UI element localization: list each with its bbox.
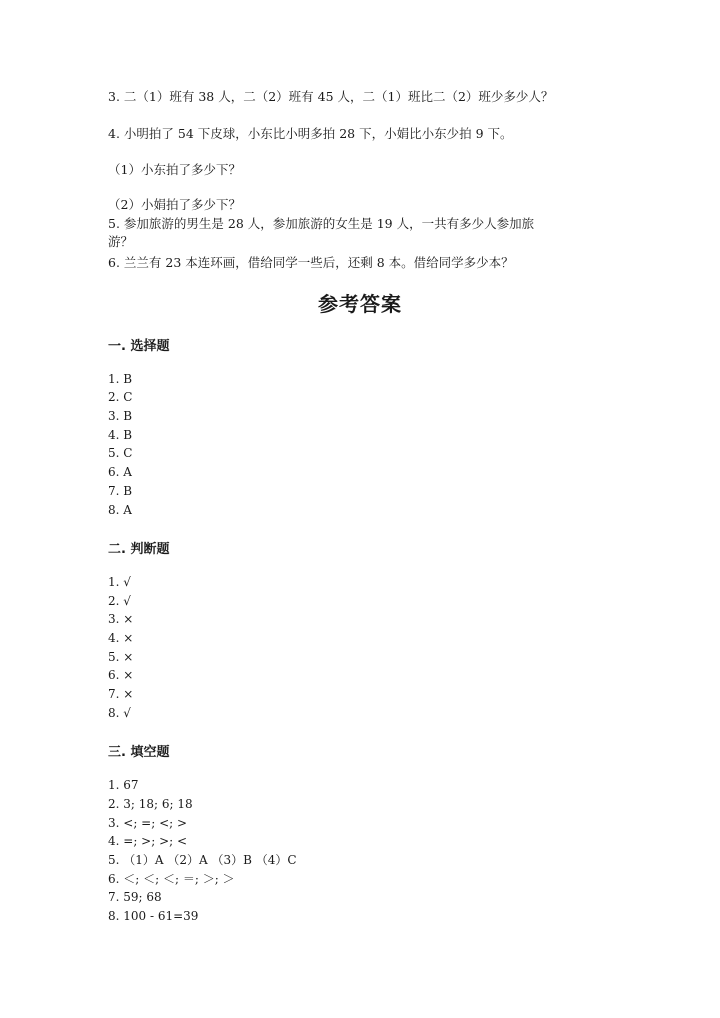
fill-answer: 1. 67 [108,778,139,792]
choice-answer: 7. B [108,484,133,498]
question-3: 3. 二（1）班有 38 人，二（2）班有 45 人，二（1）班比二（2）班少多少人？ [108,89,554,104]
fill-answer: 2. 3; 18; 6; 18 [108,797,193,811]
choice-answer: 4. B [108,428,133,442]
fill-answer: 7. 59; 68 [108,890,162,904]
section-title-fill: 三. 填空题 [108,745,170,760]
judge-answer: 4. × [108,631,134,645]
choice-answer: 5. C [108,446,133,460]
fill-answer: 6. ＜; ＜; ＜; ＝; ＞; ＞ [108,872,235,886]
fill-answer: 8. 100 - 61=39 [108,909,199,923]
judge-answer: 6. × [108,668,134,682]
judge-answer: 7. × [108,687,134,701]
question-6: 6. 兰兰有 23 本连环画，借给同学一些后，还剩 8 本。借给同学多少本？ [108,255,514,270]
choice-answer: 2. C [108,390,133,404]
question-4-part-1: （1）小东拍了多少下？ [108,162,241,177]
choice-answer: 3. B [108,409,133,423]
judge-answer: 8. √ [108,706,131,720]
fill-answer: 4. =; >; >; < [108,834,188,848]
choice-answer: 1. B [108,372,133,386]
section-title-judge: 二. 判断题 [108,542,170,557]
section-title-choice: 一. 选择题 [108,339,170,354]
choice-answer: 6. A [108,465,132,479]
judge-answer: 5. × [108,650,134,664]
question-5: 5. 参加旅游的男生是 28 人，参加旅游的女生是 19 人，一共有多少人参加旅 [108,216,535,231]
judge-answer: 3. × [108,612,134,626]
fill-answer: 3. <; =; <; > [108,816,188,830]
judge-answer: 1. √ [108,575,131,589]
question-5-continued: 游？ [108,234,134,249]
question-4: 4. 小明拍了 54 下皮球，小东比小明多拍 28 下，小娟比小东少拍 9 下。 [108,126,513,141]
choice-answer: 8. A [108,503,132,517]
answer-title: 参考答案 [318,292,402,316]
fill-answer: 5. （1）A （2）A （3）B （4）C [108,853,297,867]
judge-answer: 2. √ [108,594,131,608]
question-4-part-2: （2）小娟拍了多少下？ [108,197,241,212]
